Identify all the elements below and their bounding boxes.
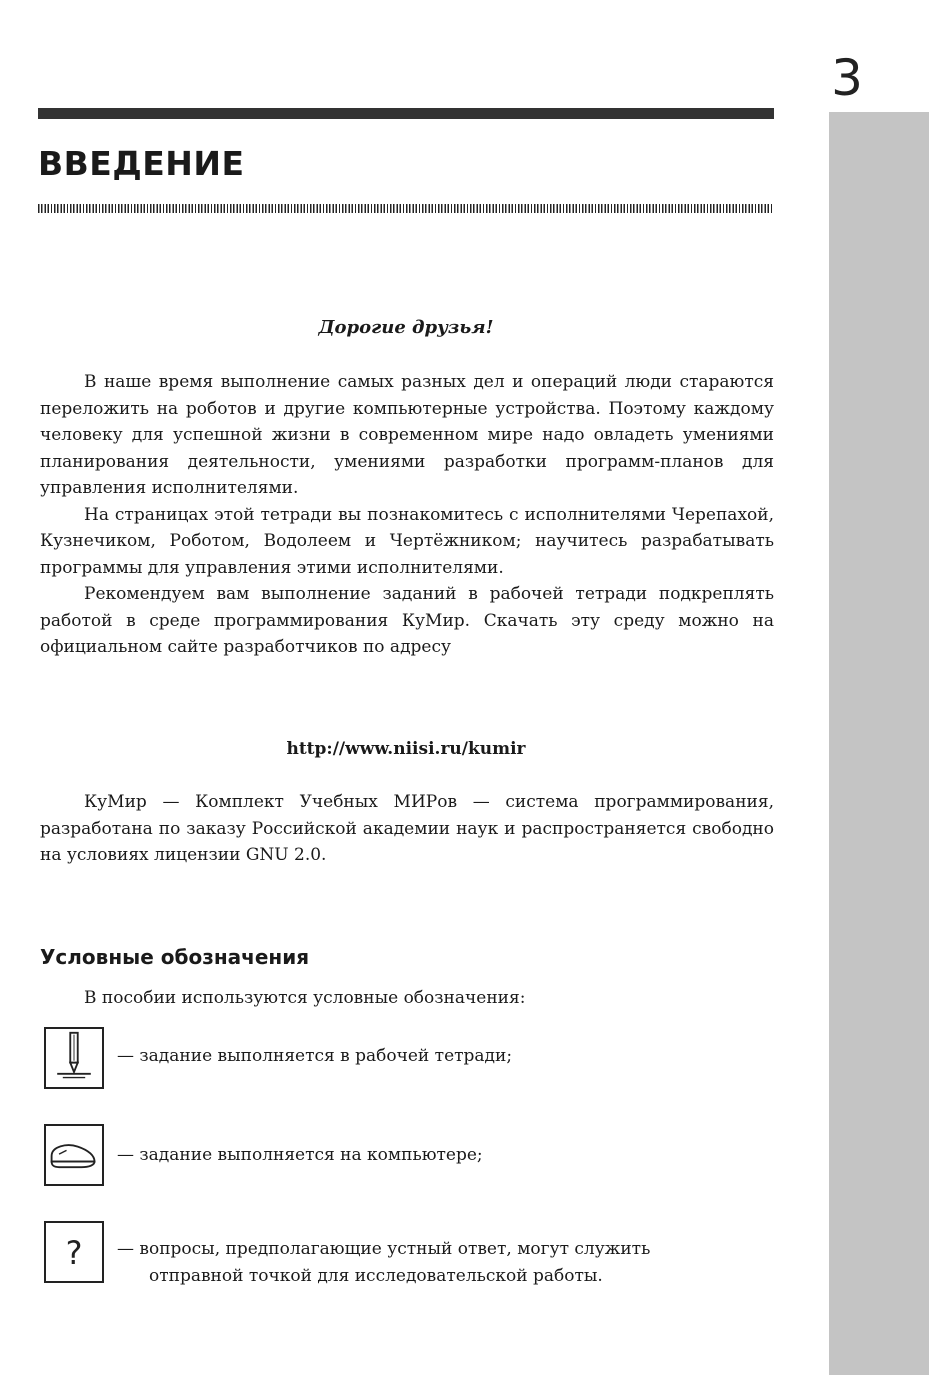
chapter-title: ВВЕДЕНИЕ <box>38 144 245 183</box>
legend-item-line: — вопросы, предполагающие устный ответ, могут служить <box>117 1239 651 1259</box>
legend-item-line: отправной точкой для исследовательской работы. <box>149 1266 603 1286</box>
kumir-note <box>40 789 774 869</box>
legend-item-text: — задание выполняется на компьютере; <box>117 1145 483 1165</box>
paragraph: Рекомендуем вам выполнение заданий в рабочей тетради подкреплять работой в среде программирования КуМир. Скачать эту среду можно на официальном сайте разработчиков по адресу <box>40 584 774 657</box>
legend-item-text <box>117 1236 781 1290</box>
intro-text <box>40 369 774 661</box>
top-bar <box>38 108 774 119</box>
question-mark-icon <box>44 1221 104 1283</box>
paragraph: КуМир — Комплект Учебных МИРов — система программирования, разработана по заказу Российской академии наук и распространяется свободно на условиях лицензии GNU 2.0. <box>40 792 774 865</box>
legend-heading: Условные обозначения <box>40 945 310 969</box>
paragraph: В наше время выполнение самых разных дел и операций люди стараются переложить на роботов и другие компьютерные устройства. Поэтому каждому человеку для успешной жизни в современном мире надо овладеть умениями планирования деятельности, умениями разработки программ-планов для управления исполнителями. <box>40 372 774 498</box>
legend-item-text: — задание выполняется в рабочей тетради; <box>117 1046 513 1066</box>
kumir-url: http://www.niisi.ru/kumir <box>286 739 526 759</box>
paragraph: На страницах этой тетради вы познакомитесь с исполнителями Черепахой, Кузнечиком, Роботом, Водолеем и Чертёжником; научитесь разрабатывать программы для управления этими исполнителями. <box>40 504 774 578</box>
legend-intro: В пособии используются условные обозначения: <box>84 988 526 1008</box>
greeting: Дорогие друзья! <box>318 317 494 338</box>
page-number: 3 <box>831 49 863 107</box>
svg-text:?: ? <box>65 1236 83 1273</box>
pencil-icon <box>44 1027 104 1089</box>
computer-mouse-icon <box>44 1124 104 1186</box>
side-strip <box>829 112 929 1375</box>
hatched-divider <box>38 204 774 213</box>
